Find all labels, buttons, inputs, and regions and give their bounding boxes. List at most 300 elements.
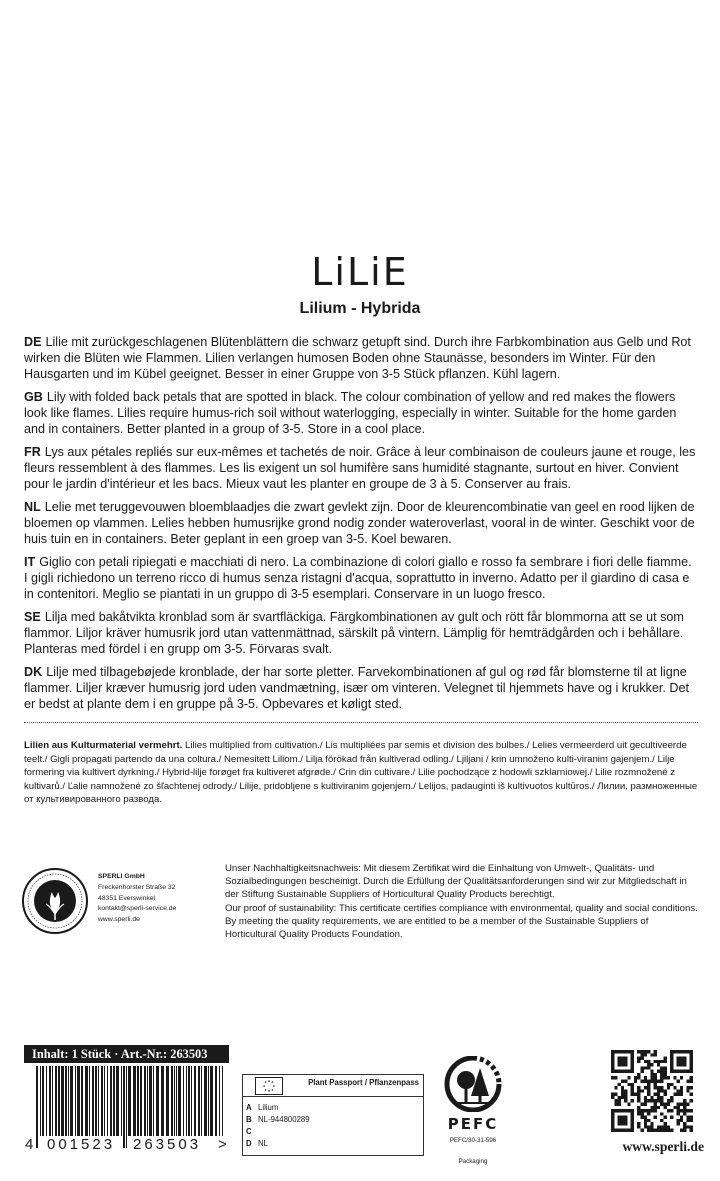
qr-module: [611, 1119, 614, 1122]
barcode-bar: [113, 1066, 115, 1136]
qr-module: [680, 1063, 683, 1066]
passport-row-c: [246, 1127, 258, 1137]
qr-module: [673, 1050, 676, 1053]
qr-module: [677, 1089, 680, 1092]
qr-module: [654, 1086, 657, 1089]
qr-module: [621, 1063, 624, 1066]
qr-module: [683, 1102, 686, 1105]
passport-row-d: [246, 1139, 268, 1149]
qr-module: [624, 1096, 627, 1099]
qr-module: [637, 1057, 640, 1060]
qr-module: [611, 1109, 614, 1112]
qr-module: [683, 1112, 686, 1115]
barcode-bar: [58, 1066, 60, 1136]
qr-module: [611, 1093, 614, 1096]
qr-module: [637, 1106, 640, 1109]
qr-module: [686, 1125, 689, 1128]
qr-module: [624, 1057, 627, 1060]
qr-module: [614, 1109, 617, 1112]
qr-module: [667, 1086, 670, 1089]
qr-module: [663, 1116, 666, 1119]
qr-module: [637, 1122, 640, 1125]
description-de: [24, 334, 698, 382]
qr-module: [660, 1076, 663, 1079]
ean-first-digit: 4: [25, 1136, 35, 1153]
qr-module: [647, 1125, 650, 1128]
qr-module: [657, 1063, 660, 1066]
barcode-bar: [215, 1066, 217, 1136]
lang-code: GB: [24, 390, 43, 404]
qr-module: [690, 1099, 693, 1102]
qr-module: [683, 1063, 686, 1066]
qr-module: [673, 1076, 676, 1079]
qr-module: [637, 1093, 640, 1096]
qr-module: [650, 1109, 653, 1112]
qr-module: [680, 1119, 683, 1122]
description-se: [24, 609, 698, 657]
qr-module: [621, 1050, 624, 1053]
qr-module: [660, 1080, 663, 1083]
lang-code: SE: [24, 610, 41, 624]
barcode-bar: [65, 1066, 67, 1136]
qr-module: [618, 1129, 621, 1132]
barcode-bar: [201, 1066, 202, 1136]
qr-module: [654, 1083, 657, 1086]
qr-module: [614, 1086, 617, 1089]
barcode-bar: [61, 1066, 64, 1136]
qr-module: [673, 1070, 676, 1073]
qr-module: [647, 1093, 650, 1096]
qr-module: [611, 1122, 614, 1125]
qr-module: [614, 1076, 617, 1079]
qr-module: [641, 1102, 644, 1105]
qr-module: [677, 1109, 680, 1112]
qr-module: [677, 1070, 680, 1073]
product-title: LiLiE: [311, 250, 409, 294]
qr-module: [624, 1089, 627, 1092]
qr-module: [637, 1112, 640, 1115]
pefc-trees-icon: [444, 1056, 502, 1112]
barcode-bar: [104, 1066, 105, 1136]
qr-module: [690, 1125, 693, 1128]
qr-module: [663, 1093, 666, 1096]
qr-module: [663, 1070, 666, 1073]
qr-module: [677, 1119, 680, 1122]
qr-module: [670, 1116, 673, 1119]
qr-module: [663, 1102, 666, 1105]
qr-module: [690, 1060, 693, 1063]
qr-module: [657, 1106, 660, 1109]
qr-module: [686, 1102, 689, 1105]
qr-module: [624, 1122, 627, 1125]
qr-module: [647, 1099, 650, 1102]
description-text: Lys aux pétales repliés sur eux-mêmes et tachetés de noir. Grâce à leur combinaison de couleurs jaune et rouge, les fleurs ressemblent à des flammes. Les lis exigent un sol humifère sans humidité stagnante, surtout en hiver. Convient pour le jardin d'intérieur et les bacs. Mieux vaut les planter en groupe de 3 à 5. Conserver au frais.: [24, 445, 696, 491]
qr-module: [657, 1129, 660, 1132]
qr-module: [650, 1073, 653, 1076]
qr-module: [690, 1057, 693, 1060]
barcode-bar: [140, 1066, 142, 1136]
description-it: [24, 554, 698, 602]
sustainable-supplier-seal-icon: [22, 868, 88, 934]
qr-module: [683, 1057, 686, 1060]
qr-module: [644, 1050, 647, 1053]
qr-module: [644, 1099, 647, 1102]
qr-module: [654, 1129, 657, 1132]
barcode-bar: [188, 1066, 190, 1136]
qr-module: [663, 1066, 666, 1069]
qr-module: [677, 1057, 680, 1060]
cultivation-text: Lilies multiplied from cultivation./ Lis multipliées par semis et division des bulbes./ Lelies vermeerderd uit gecultiveerde teelt./ Gigli propagati partendo da una coltura./ Nemesitett Liliom./ Lilja förökad från kultiverad odling./ Ljiljani / krin umnoženo kulti-viranim gajenjem./ Lilje formering via kultivert dyrkning./ Hybrid-lilje forøget fra kultiveret afgrøde./ Crin din cultivare./ Lilie pochodzące z hodowli szklarniowej./ Lilie rozmnožené z kultivarů./ Ľalie namnožené zo šľachtenej odrody./ Lilije, pridobljene s kultiviranim gojenjem./ Lelijos, padauginti iš kultivuotos kultūros./ Лилии, размноженные от культивированного развода.: [24, 740, 698, 806]
qr-module: [624, 1070, 627, 1073]
qr-module: [663, 1129, 666, 1132]
barcode-bar: [42, 1066, 44, 1136]
barcode-bar: [52, 1066, 53, 1136]
qr-module: [631, 1083, 634, 1086]
qr-module: [683, 1050, 686, 1053]
qr-module: [660, 1112, 663, 1115]
qr-module: [660, 1073, 663, 1076]
qr-module: [670, 1057, 673, 1060]
qr-module: [663, 1122, 666, 1125]
qr-module: [667, 1102, 670, 1105]
qr-module: [618, 1060, 621, 1063]
barcode-bar: [46, 1066, 47, 1136]
qr-module: [683, 1060, 686, 1063]
plant-passport: [242, 1074, 424, 1156]
barcode-bar: [49, 1066, 51, 1136]
qr-module: [654, 1053, 657, 1056]
qr-module: [667, 1125, 670, 1128]
qr-module: [618, 1063, 621, 1066]
qr-module: [611, 1112, 614, 1115]
qr-module: [677, 1060, 680, 1063]
qr-module: [690, 1116, 693, 1119]
qr-module: [647, 1112, 650, 1115]
qr-module: [631, 1050, 634, 1053]
qr-module: [683, 1070, 686, 1073]
qr-module: [686, 1116, 689, 1119]
barcode-bar: [101, 1066, 103, 1136]
dotted-divider: [24, 722, 698, 723]
description-text: Giglio con petali ripiegati e macchiati di nero. La combinazione di colori giallo e rosso fa sembrare i fiori delle fiamme. I gigli richiedono un terreno ricco di humus senza ristagni d'acqua, soprattutto in inverno. Adatto per il giardino di casa e in contenitori. Meglio se piantati in un gruppo di 3-5 esemplari. Conservare in un luogo fresco.: [24, 555, 692, 601]
passport-value: NL: [258, 1139, 268, 1148]
qr-module: [657, 1086, 660, 1089]
qr-module: [647, 1119, 650, 1122]
qr-module: [677, 1050, 680, 1053]
lang-code: FR: [24, 445, 41, 459]
qr-module: [680, 1109, 683, 1112]
qr-module: [690, 1066, 693, 1069]
ean-right-digits: 263503: [133, 1136, 202, 1153]
description-text: Lilie mit zurückgeschlagenen Blütenblättern die schwarz getupft sind. Durch ihre Farbkombination aus Gelb und Rot wirken die Blüten wie Flammen. Lilien verlangen humosen Boden ohne Staunässe, besonders im Winter. Für den Hausgarten und im Kübel geeignet. Besser in einer Gruppe von 3-5 Stück pflanzen. Kühl lagern.: [24, 335, 691, 381]
qr-module: [654, 1076, 657, 1079]
qr-module: [644, 1080, 647, 1083]
qr-module: [631, 1119, 634, 1122]
lang-code: NL: [24, 500, 41, 514]
qr-module: [618, 1057, 621, 1060]
qr-code[interactable]: [611, 1050, 693, 1132]
qr-module: [650, 1099, 653, 1102]
qr-module: [683, 1122, 686, 1125]
barcode-bar: [126, 1066, 127, 1148]
qr-module: [686, 1070, 689, 1073]
qr-module: [641, 1070, 644, 1073]
qr-module: [637, 1125, 640, 1128]
product-subtitle: Lilium - Hybrida: [299, 300, 421, 317]
qr-module: [631, 1099, 634, 1102]
barcode-bar: [110, 1066, 112, 1136]
barcode-bar: [153, 1066, 154, 1136]
pefc-packaging: Packaging: [458, 1158, 488, 1165]
qr-module: [621, 1089, 624, 1092]
barcode-bar: [178, 1066, 181, 1136]
qr-module: [611, 1063, 614, 1066]
barcode-bar: [40, 1066, 41, 1136]
qr-module: [667, 1083, 670, 1086]
qr-module: [647, 1086, 650, 1089]
qr-module: [654, 1116, 657, 1119]
qr-module: [618, 1119, 621, 1122]
qr-module: [624, 1063, 627, 1066]
barcode-bar: [36, 1066, 38, 1148]
description-text: Lelie met teruggevouwen bloemblaadjes die zwart gevlekt zijn. Door de kleurencombinatie van geel en rood lijken de bloemen op vlammen. Lelies hebben humusrijke grond nodig zonder wateroverlast, vooral in de winter. Geschikt voor de huis tuin en in containers. Beter geplant in een groep van 3-5. Koel bewaren.: [24, 500, 695, 546]
qr-module: [657, 1096, 660, 1099]
qr-module: [637, 1073, 640, 1076]
qr-module: [680, 1093, 683, 1096]
qr-module: [611, 1070, 614, 1073]
website-link[interactable]: www.sperli.de: [622, 1139, 704, 1154]
qr-module: [644, 1076, 647, 1079]
qr-module: [618, 1099, 621, 1102]
qr-module: [650, 1053, 653, 1056]
qr-module: [654, 1060, 657, 1063]
qr-module: [686, 1109, 689, 1112]
qr-module: [611, 1060, 614, 1063]
qr-module: [644, 1066, 647, 1069]
qr-module: [611, 1050, 614, 1053]
qr-module: [690, 1063, 693, 1066]
qr-module: [611, 1066, 614, 1069]
qr-module: [680, 1070, 683, 1073]
barcode-bar: [70, 1066, 73, 1136]
qr-module: [631, 1093, 634, 1096]
qr-module: [627, 1102, 630, 1105]
qr-module: [650, 1106, 653, 1109]
qr-module: [654, 1102, 657, 1105]
qr-module: [660, 1086, 663, 1089]
qr-module: [686, 1080, 689, 1083]
barcode-bar: [137, 1066, 139, 1136]
barcode-bar: [144, 1066, 146, 1136]
qr-module: [621, 1119, 624, 1122]
company-email: kontakt@sperli-service.de: [98, 905, 177, 913]
ean-left-digits: 001523: [47, 1136, 116, 1153]
qr-module: [663, 1073, 666, 1076]
qr-module: [647, 1050, 650, 1053]
qr-module: [680, 1116, 683, 1119]
qr-module: [663, 1089, 666, 1092]
qr-module: [631, 1129, 634, 1132]
qr-module: [663, 1076, 666, 1079]
company-name: SPERLI GmbH: [98, 873, 145, 880]
description-gb: [24, 389, 698, 437]
qr-module: [667, 1129, 670, 1132]
qr-module: [631, 1070, 634, 1073]
qr-module: [627, 1050, 630, 1053]
qr-module: [673, 1093, 676, 1096]
qr-module: [621, 1129, 624, 1132]
qr-module: [677, 1122, 680, 1125]
qr-module: [660, 1099, 663, 1102]
qr-module: [663, 1106, 666, 1109]
barcode-bar: [55, 1066, 57, 1136]
qr-module: [634, 1093, 637, 1096]
barcode-bar: [156, 1066, 159, 1136]
qr-module: [660, 1070, 663, 1073]
barcode-bar: [89, 1066, 90, 1136]
description-text: Lilja med bakåtvikta kronblad som är svartfläckiga. Färgkombinationen av gult och rött får blommorna att se ut som flammor. Liljor kräver humusrik jord utan vattenmättnad, särskilt på vintern. Lämplig för hemträdgården och i behållare. Planteras med fördel i en grupp om 3-5. Förvaras svalt.: [24, 610, 684, 656]
qr-module: [677, 1093, 680, 1096]
company-web: www.sperli.de: [98, 916, 140, 924]
description-text: Lilje med tilbagebøjede kronblade, der har sorte pletter. Farvekombinationen af gul og rød får blomsterne til at ligne flammer. Liljer kræver humusrig jord uden vandmætning, især om vinteren. Velegnet til hjemmets have og i krukker. Det er bedst at plante dem i en gruppe på 3-5. Opbevares et køligt sted.: [24, 665, 689, 711]
barcode-bar: [68, 1066, 69, 1136]
barcode-bar: [85, 1066, 88, 1136]
pefc-name: PEFC: [447, 1115, 499, 1133]
qr-module: [683, 1109, 686, 1112]
barcode-bar: [81, 1066, 83, 1136]
qr-module: [667, 1109, 670, 1112]
qr-module: [654, 1073, 657, 1076]
qr-module: [667, 1076, 670, 1079]
barcode-bar: [210, 1066, 213, 1136]
qr-module: [641, 1053, 644, 1056]
qr-module: [631, 1053, 634, 1056]
lang-code: DK: [24, 665, 43, 679]
passport-row-a: [246, 1103, 278, 1113]
qr-module: [614, 1070, 617, 1073]
qr-module: [627, 1129, 630, 1132]
qr-module: [663, 1060, 666, 1063]
qr-module: [618, 1102, 621, 1105]
qr-module: [654, 1093, 657, 1096]
qr-module: [683, 1125, 686, 1128]
qr-module: [650, 1096, 653, 1099]
qr-module: [686, 1050, 689, 1053]
qr-module: [654, 1050, 657, 1053]
qr-module: [657, 1060, 660, 1063]
qr-module: [641, 1066, 644, 1069]
qr-module: [641, 1080, 644, 1083]
qr-module: [654, 1080, 657, 1083]
barcode-bar: [123, 1066, 125, 1148]
qr-module: [614, 1093, 617, 1096]
barcode-bar: [128, 1066, 131, 1136]
eu-flag-icon: [255, 1077, 283, 1095]
passport-key: B: [246, 1115, 252, 1124]
qr-module: [621, 1096, 624, 1099]
qr-module: [673, 1086, 676, 1089]
qr-module: [618, 1109, 621, 1112]
qr-module: [621, 1122, 624, 1125]
qr-module: [627, 1109, 630, 1112]
qr-module: [618, 1070, 621, 1073]
qr-module: [660, 1119, 663, 1122]
qr-module: [631, 1063, 634, 1066]
qr-module: [624, 1093, 627, 1096]
barcode-bar: [121, 1066, 122, 1136]
qr-module: [647, 1109, 650, 1112]
qr-module: [624, 1129, 627, 1132]
barcode-bar: [98, 1066, 99, 1136]
passport-value: Lilium: [258, 1103, 279, 1112]
qr-module: [680, 1050, 683, 1053]
barcode-bar: [194, 1066, 196, 1136]
qr-module: [631, 1057, 634, 1060]
qr-module: [631, 1112, 634, 1115]
qr-module: [637, 1060, 640, 1063]
qr-module: [644, 1060, 647, 1063]
qr-module: [690, 1080, 693, 1083]
sustainability-de: Unser Nachhaltigkeitsnachweis: Mit diesem Zertifikat wird die Einhaltung von Umwelt-, Qualitäts- und Sozialbedingungen bescheinigt. Durch die Erfüllung der Qualitätsanforderungen sind wir zur Mitgliedschaft in der Stiftung Sustainable Suppliers of Horticultural Quality Products berechtigt.: [225, 863, 687, 901]
qr-module: [614, 1129, 617, 1132]
qr-module: [670, 1066, 673, 1069]
lang-code: IT: [24, 555, 36, 569]
qr-module: [641, 1089, 644, 1092]
qr-module: [660, 1060, 663, 1063]
qr-module: [680, 1086, 683, 1089]
qr-module: [650, 1070, 653, 1073]
qr-module: [683, 1099, 686, 1102]
qr-module: [670, 1129, 673, 1132]
qr-module: [677, 1102, 680, 1105]
qr-module: [660, 1125, 663, 1128]
qr-module: [680, 1076, 683, 1079]
qr-module: [624, 1080, 627, 1083]
qr-module: [637, 1096, 640, 1099]
qr-module: [690, 1086, 693, 1089]
qr-module: [647, 1063, 650, 1066]
passport-key: D: [246, 1139, 252, 1148]
qr-module: [677, 1106, 680, 1109]
qr-module: [631, 1116, 634, 1119]
qr-module: [644, 1109, 647, 1112]
qr-module: [690, 1109, 693, 1112]
qr-module: [621, 1070, 624, 1073]
barcode-bar: [204, 1066, 207, 1136]
qr-module: [631, 1125, 634, 1128]
qr-module: [677, 1063, 680, 1066]
qr-module: [690, 1119, 693, 1122]
cultivation-note: [24, 739, 700, 807]
qr-module: [627, 1076, 630, 1079]
qr-module: [621, 1086, 624, 1089]
qr-module: [650, 1125, 653, 1128]
article-label: Inhalt: 1 Stück · Art.-Nr.: 263503: [24, 1045, 229, 1063]
barcode-bar: [186, 1066, 187, 1136]
qr-module: [618, 1122, 621, 1125]
sustainability-statement: [225, 862, 701, 941]
qr-module: [657, 1080, 660, 1083]
description-dk: [24, 664, 698, 712]
qr-module: [637, 1076, 640, 1079]
qr-module: [647, 1060, 650, 1063]
description-nl: [24, 499, 698, 547]
qr-module: [618, 1116, 621, 1119]
qr-module: [670, 1109, 673, 1112]
qr-module: [690, 1093, 693, 1096]
qr-module: [686, 1086, 689, 1089]
qr-module: [657, 1070, 660, 1073]
